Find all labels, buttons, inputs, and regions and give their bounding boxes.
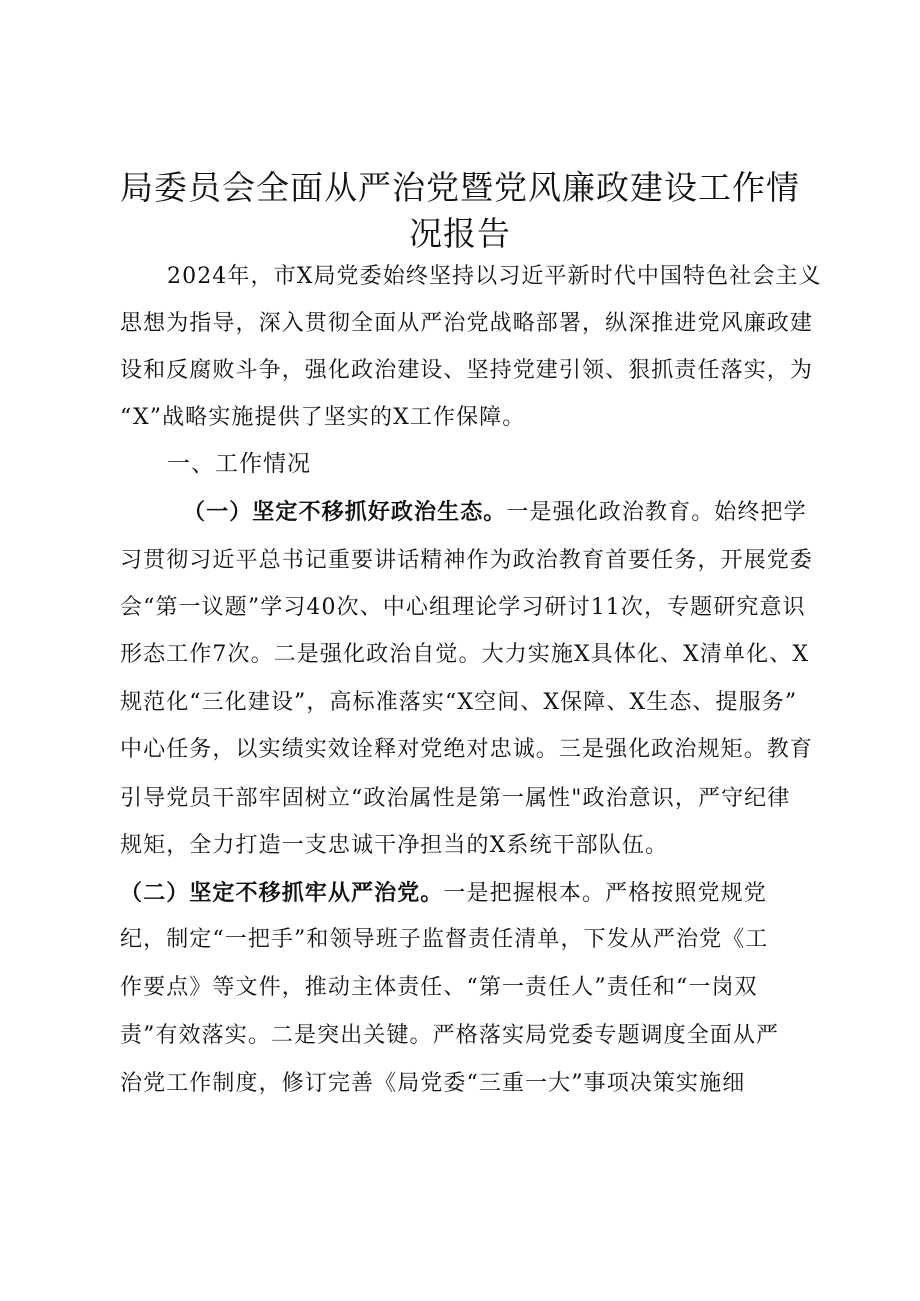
sub1-line-3: 会“第一议题”学习40次、中心组理论学习研讨11次，专题研究意识 xyxy=(120,595,806,620)
document-title-line-1: 局委员会全面从严治党暨党风廉政建设工作情 xyxy=(120,168,800,207)
sub2-line-3: 作要点》等文件，推动主体责任、“第一责任人”责任和“一岗双 xyxy=(120,975,758,1000)
sub2-line-5: 治党工作制度，修订完善《局党委“三重一大”事项决策实施细 xyxy=(120,1071,746,1096)
sub2-line-4: 责”有效落实。二是突出关键。严格落实局党委专题调度全面从严 xyxy=(120,1023,780,1048)
sub1-line-7: 引导党员干部牢固树立“政治属性是第一属性"政治意识，严守纪律 xyxy=(120,786,791,811)
intro-line-1: 2024年，市X局党委始终坚持以习近平新时代中国特色社会主义 xyxy=(167,264,822,289)
sub2-bold-lead: （二）坚定不移抓牢从严治党。 xyxy=(120,880,444,906)
sub1-line-5: 规范化“三化建设”，高标准落实“X空间、X保障、X生态、提服务” xyxy=(120,690,798,715)
sub1-line-4: 形态工作7次。二是强化政治自觉。大力实施X具体化、X清单化、X xyxy=(120,642,810,667)
sub1-line-1 xyxy=(183,497,807,528)
sub1-line-2: 习贯彻习近平总书记重要讲话精神作为政治教育首要任务，开展党委 xyxy=(120,548,814,573)
sub1-line-6: 中心任务，以实绩实效诠释对党绝对忠诚。三是强化政治规矩。教育 xyxy=(120,737,814,762)
intro-line-4: “X”战略实施提供了坚实的X工作保障。 xyxy=(120,405,526,430)
intro-line-2: 思想为指导，深入贯彻全面从严治党战略部署，纵深推进党风廉政建 xyxy=(120,311,814,336)
section-heading-work-status: 一、工作情况 xyxy=(167,451,311,477)
sub2-line-1-rest: 一是把握根本。严格按照党规党 xyxy=(443,881,767,906)
sub1-bold-lead: （一）坚定不移抓好政治生态。 xyxy=(183,499,507,525)
sub1-line-8: 规矩，全力打造一支忠诚干净担当的X系统干部队伍。 xyxy=(120,833,669,858)
sub2-line-1 xyxy=(120,878,767,909)
document-title-line-2: 况报告 xyxy=(409,214,511,253)
intro-line-3: 设和反腐败斗争，强化政治建设、坚持党建引领、狠抓责任落实，为 xyxy=(120,358,814,383)
sub2-line-2: 纪，制定“一把手”和领导班子监督责任清单，下发从严治党《工 xyxy=(120,927,769,952)
sub1-line-1-rest: 一是强化政治教育。始终把学 xyxy=(506,500,807,525)
